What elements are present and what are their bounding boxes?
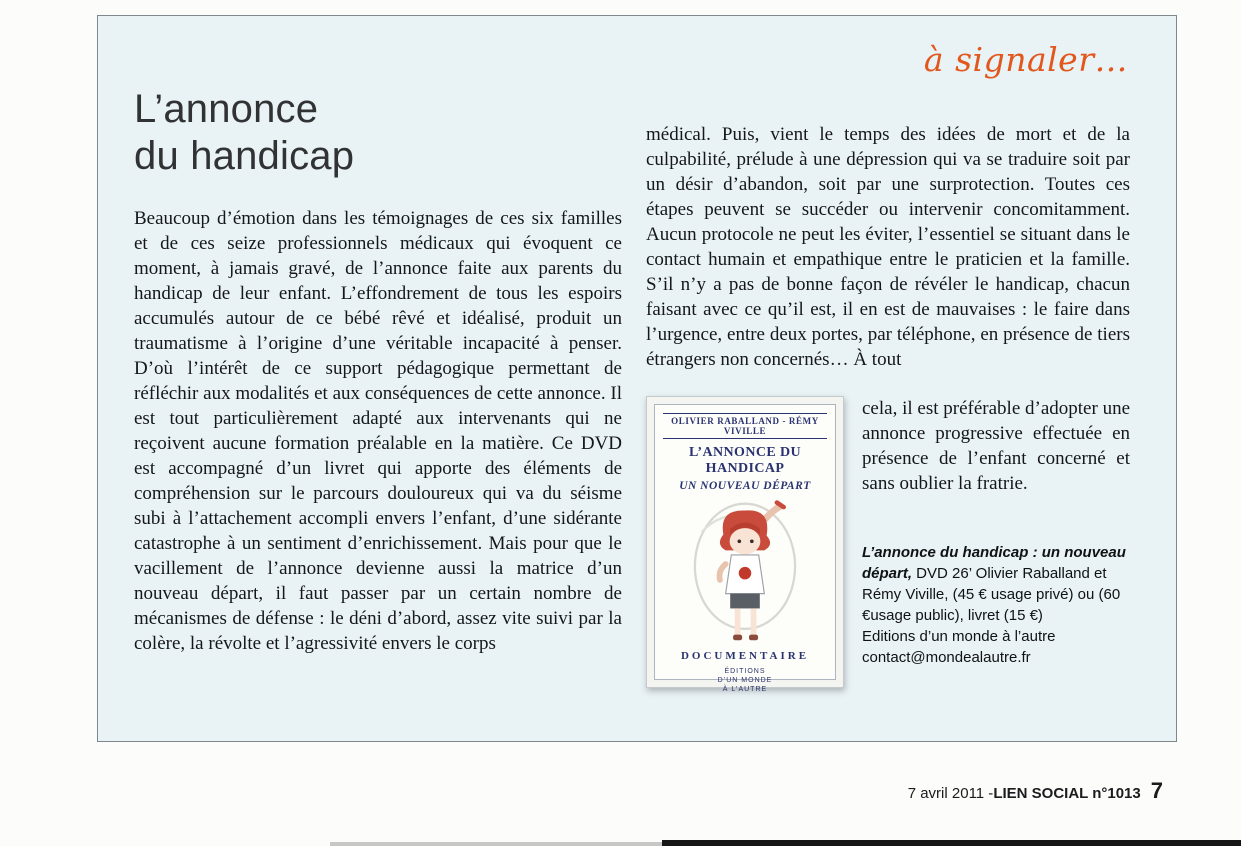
caption-title: L’annonce du handicap : un nouveau départ, xyxy=(862,544,1126,582)
media-right xyxy=(844,396,1130,688)
dvd-caption xyxy=(862,542,1130,668)
dvd-publisher-line1: ÉDITIONS xyxy=(724,668,766,675)
article-body-wrap: cela, il est préférable d’adopter une annonce progressive effectuée en présence de l’enfant concerné et sans oublier la fratrie. xyxy=(862,398,1130,494)
footer-date: 7 avril 2011 - xyxy=(907,785,994,802)
caption-publisher: Editions d’un monde à l’autre xyxy=(862,628,1056,645)
footer-page-number: 7 xyxy=(1150,778,1163,803)
section-label: à signaler… xyxy=(923,40,1128,79)
article-title-line2: du handicap xyxy=(134,134,355,179)
scan-edge-artifact-light xyxy=(330,842,662,846)
footer-journal: LIEN SOCIAL n°1013 xyxy=(993,785,1141,802)
dvd-publisher-line2: D’UN MONDE xyxy=(717,676,773,684)
dvd-publisher-line3: À L’AUTRE xyxy=(722,685,768,693)
dvd-cover xyxy=(654,404,836,693)
article-title xyxy=(134,86,622,180)
dvd-authors: OLIVIER RABALLAND - RÉMY VIVILLE xyxy=(663,413,827,439)
right-column xyxy=(646,122,1130,693)
dvd-photo xyxy=(646,396,844,693)
article-body-left: Beaucoup d’émotion dans les témoignages de ces six familles et de ces seize professionnels médicaux qui évoquent ce moment, à jamais gravé, de l’annonce faite aux parents du handicap de leur enfant. L’effondrement de tous les espoirs accumulés autour de ce bébé rêvé et idéalisé, produit un traumatisme à l’origine d’une véritable incapacité à penser. D’où l’intérêt de ce support pédagogique permettant de réfléchir aux modalités et aux conséquences de cette annonce. Il est tout particulièrement adapté aux intervenants qui ne reçoivent aucune formation préalable en la matière. Ce DVD est accompagné d’un livret qui apporte des éléments de compréhension sur le parcours douloureux qui va du séisme subi à l’attachement accompli envers l’enfant, d’une sidérante catastrophe à un sentiment d’enrichissement. Mais pour que le vacillement de l’annonce devienne aussi la matrice d’un nouveau départ, il faut passer par un certain nombre de mécanismes de défense : le déni d’abord, assez vite suivi par la colère, la révolte et l’agressivité envers le corps xyxy=(134,208,622,655)
page-footer xyxy=(908,778,1163,804)
caption-email: contact@mondealautre.fr xyxy=(862,649,1031,666)
scan-edge-artifact-dark xyxy=(662,840,1241,846)
article-title-line1: L’annonce xyxy=(134,87,319,131)
dvd-subtitle: UN NOUVEAU DÉPART xyxy=(679,480,811,492)
dvd-cover-illustration xyxy=(685,498,805,646)
girl-drawing-icon xyxy=(685,498,805,646)
dvd-category-label: DOCUMENTAIRE xyxy=(680,650,810,662)
left-column xyxy=(134,86,622,656)
media-row xyxy=(646,396,1130,693)
dvd-title: L’ANNONCE DU HANDICAP xyxy=(688,445,801,476)
article-panel xyxy=(97,15,1177,742)
dvd-publisher-logo xyxy=(718,668,773,694)
caption-details: DVD 26’ Olivier Raballand et Rémy Viville, (45 € usage privé) ou (60 €usage public), livret (15 €) xyxy=(862,565,1121,624)
article-body-right: médical. Puis, vient le temps des idées de mort et de la culpabilité, prélude à une dépression qui va se traduire soit par un désir d’abandon, soit par une surprotection. Toutes ces étapes peuvent se succéder ou intervenir concomitamment. Aucun protocole ne peut les éviter, l’essentiel se situant dans le contact humain et empathique entre le praticien et la famille. S’il n’y a pas de bonne façon de révéler le handicap, chacun faisant avec ce qu’il est, il en est de mauvaises : le faire dans l’urgence, entre deux portes, par téléphone, en présence de tiers étrangers non concernés… À tout xyxy=(646,124,1130,370)
